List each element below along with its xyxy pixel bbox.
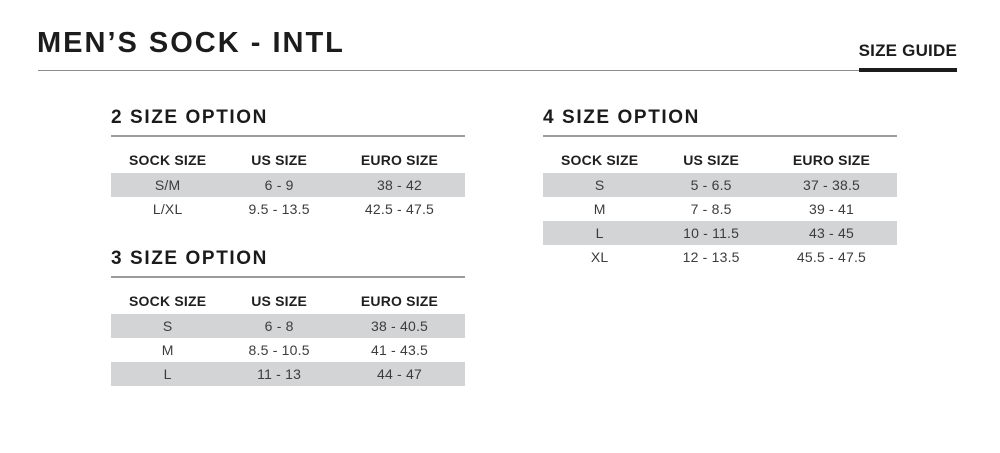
table-row bbox=[111, 197, 465, 221]
column-header: EURO SIZE bbox=[360, 293, 439, 309]
table-row bbox=[111, 314, 465, 338]
cell: S bbox=[162, 318, 173, 334]
column-header: EURO SIZE bbox=[792, 152, 871, 168]
cell: M bbox=[161, 342, 174, 358]
column-header: US SIZE bbox=[683, 152, 740, 168]
section-heading-3-size: 3 SIZE OPTION bbox=[111, 248, 268, 269]
cell: 7 - 8.5 bbox=[690, 201, 732, 217]
table-row bbox=[111, 338, 465, 362]
cell: S/M bbox=[154, 177, 181, 193]
table-row bbox=[111, 173, 465, 197]
table-row bbox=[543, 197, 897, 221]
cell: 43 - 45 bbox=[808, 225, 854, 241]
table-header-row bbox=[111, 288, 465, 314]
column-header: SOCK SIZE bbox=[129, 152, 207, 168]
table-header-row bbox=[543, 147, 897, 173]
section-divider bbox=[543, 135, 897, 137]
page-title: MEN’S SOCK - INTL bbox=[37, 27, 345, 59]
cell: 37 - 38.5 bbox=[802, 177, 861, 193]
cell: L bbox=[163, 366, 172, 382]
cell: 45.5 - 47.5 bbox=[796, 249, 867, 265]
size-table-4-option bbox=[543, 147, 897, 269]
section-divider bbox=[111, 276, 465, 278]
column-header: SOCK SIZE bbox=[129, 293, 207, 309]
size-option-section-3 bbox=[111, 247, 465, 386]
size-option-section-2 bbox=[111, 106, 465, 221]
size-table-3-option bbox=[111, 288, 465, 386]
cell: 8.5 - 10.5 bbox=[248, 342, 310, 358]
table-row bbox=[543, 245, 897, 269]
cell: 6 - 9 bbox=[264, 177, 294, 193]
table-row bbox=[111, 362, 465, 386]
cell: 11 - 13 bbox=[257, 366, 302, 382]
column-header: US SIZE bbox=[251, 152, 308, 168]
size-option-section-4 bbox=[543, 106, 897, 269]
cell: 44 - 47 bbox=[376, 366, 422, 382]
column-header: US SIZE bbox=[251, 293, 308, 309]
column-header: SOCK SIZE bbox=[561, 152, 639, 168]
cell: 42.5 - 47.5 bbox=[364, 201, 435, 217]
cell: 38 - 40.5 bbox=[370, 318, 429, 334]
cell: L bbox=[595, 225, 604, 241]
cell: L/XL bbox=[152, 201, 183, 217]
section-heading-4-size: 4 SIZE OPTION bbox=[543, 107, 700, 128]
cell: 38 - 42 bbox=[376, 177, 422, 193]
cell: 9.5 - 13.5 bbox=[248, 201, 310, 217]
cell: 5 - 6.5 bbox=[690, 177, 732, 193]
cell: M bbox=[593, 201, 606, 217]
cell: 41 - 43.5 bbox=[370, 342, 429, 358]
table-row bbox=[543, 173, 897, 197]
cell: 6 - 8 bbox=[264, 318, 294, 334]
section-divider bbox=[111, 135, 465, 137]
cell: XL bbox=[590, 249, 609, 265]
cell: S bbox=[594, 177, 605, 193]
table-header-row bbox=[111, 147, 465, 173]
header-divider bbox=[38, 70, 957, 71]
column-header: EURO SIZE bbox=[360, 152, 439, 168]
size-guide-tab[interactable]: SIZE GUIDE bbox=[859, 41, 957, 72]
cell: 12 - 13.5 bbox=[682, 249, 740, 265]
size-table-2-option bbox=[111, 147, 465, 221]
cell: 10 - 11.5 bbox=[683, 225, 740, 241]
section-heading-2-size: 2 SIZE OPTION bbox=[111, 107, 268, 128]
cell: 39 - 41 bbox=[808, 201, 854, 217]
table-row bbox=[543, 221, 897, 245]
